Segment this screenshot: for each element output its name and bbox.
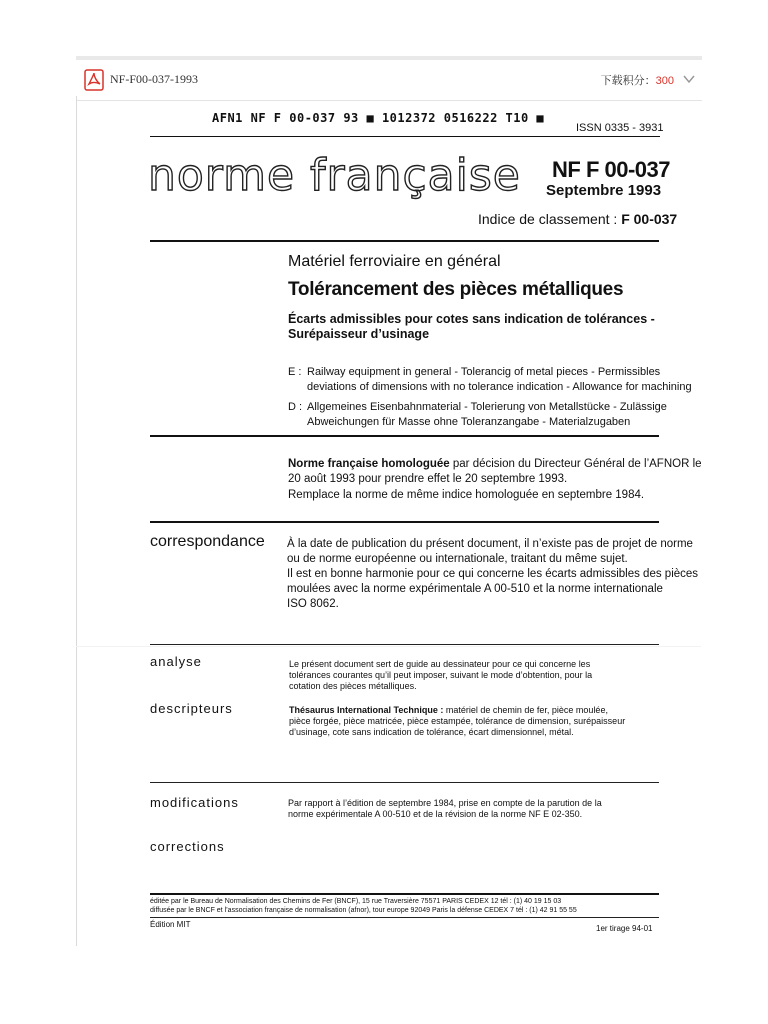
file-name[interactable]: NF-F00-037-1993 <box>110 72 199 86</box>
chevron-down-icon[interactable] <box>682 72 696 86</box>
section-rule-5 <box>150 782 659 783</box>
section-rule-1 <box>150 240 659 242</box>
lang-e-line-2: deviations of dimensions with no tolerance indication - Allowance for machining <box>307 381 692 393</box>
descripteurs-line-2: pièce forgée, pièce matricée, pièce estampée, tolérance de dimension, surépaisseur <box>289 716 626 726</box>
homologation-line-3: Remplace la norme de même indice homologuée en septembre 1984. <box>288 489 645 501</box>
edition: Édition MIT <box>150 920 191 929</box>
main-title: Tolérancement des pièces métalliques <box>288 279 624 300</box>
analyse-label: analyse <box>150 654 202 669</box>
lang-d-line-1: Allgemeines Eisenbahnmaterial - Tolerierung von Metallstücke - Zulässige <box>307 401 667 413</box>
brand-title: norme française <box>148 150 521 201</box>
footer-rule-2 <box>150 917 659 918</box>
analyse-line-2: tolérances courantes qu’il peut imposer, suivant le mode d’obtention, pour la <box>289 670 593 680</box>
pdf-icon <box>84 69 104 91</box>
section-rule-3 <box>150 521 659 523</box>
page-left-edge <box>76 96 77 946</box>
category: Matériel ferroviaire en général <box>288 253 501 270</box>
homologation-bold: Norme française homologuée <box>288 458 450 470</box>
lang-e-key: E : <box>288 366 302 378</box>
correspondance-line-3: Il est en bonne harmonie pour ce qui concerne les écarts admissibles des pièces <box>287 568 699 580</box>
homologation-rest: par décision du Directeur Général de l’AFNOR le <box>449 458 702 470</box>
correspondance-line-5: ISO 8062. <box>287 598 339 610</box>
page-split-line <box>76 646 701 647</box>
header-code: AFN1 NF F 00-037 93 ■ 1012372 0516222 T10 ■ <box>212 111 545 125</box>
homologation-line-1 <box>288 458 702 470</box>
descripteurs-rest: matériel de chemin de fer, pièce moulée, <box>443 705 608 715</box>
subtitle-line-2: Surépaisseur d’usinage <box>288 327 430 341</box>
tirage: 1er tirage 94-01 <box>596 924 653 933</box>
footer-line-2: diffusée par le BNCF et l’association française de normalisation (afnor), tour europe 92049 Paris la défense CEDEX 7 tél : (1) 42 91 55 55 <box>150 907 577 914</box>
analyse-line-1: Le présent document sert de guide au dessinateur pour ce qui concerne les <box>289 659 591 669</box>
section-rule-4 <box>150 644 659 645</box>
classification <box>478 211 677 227</box>
modifications-line-2: norme expérimentale A 00-510 et de la révision de la norme NF E 02-350. <box>288 809 583 819</box>
standard-number: NF F 00-037 <box>552 157 670 182</box>
corrections-label: corrections <box>150 839 225 854</box>
header-rule <box>150 136 660 137</box>
correspondance-label: correspondance <box>150 533 265 550</box>
lang-e-line-1: Railway equipment in general - Tolerancig of metal pieces - Permissibles <box>307 366 661 378</box>
points-label: 下载积分： <box>600 75 656 87</box>
correspondance-line-2: ou de norme européenne ou internationale, traitant du même sujet. <box>287 553 628 565</box>
footer-rule <box>150 893 659 895</box>
points-value: 300 <box>655 75 674 87</box>
subtitle-line-1: Écarts admissibles pour cotes sans indication de tolérances - <box>288 312 655 326</box>
correspondance-line-4: moulées avec la norme expérimentale A 00-510 et la norme internationale <box>287 583 663 595</box>
lang-d-line-2: Abweichungen für Masse ohne Toleranzangabe - Materialzugaben <box>307 416 631 428</box>
descripteurs-label: descripteurs <box>150 701 233 716</box>
descripteurs-line-3: d’usinage, cote sans indication de tolérance, écart dimensionnel, métal. <box>289 727 574 737</box>
download-points <box>601 72 674 88</box>
correspondance-line-1: À la date de publication du présent document, il n’existe pas de projet de norme <box>287 538 693 550</box>
footer-line-1: éditée par le Bureau de Normalisation des Chemins de Fer (BNCF), 15 rue Traversière 75571 PARIS CEDEX 12 tél : (1) 40 19 15 03 <box>150 898 562 905</box>
classification-value: F 00-037 <box>621 211 678 227</box>
classification-label: Indice de classement : <box>478 211 618 227</box>
viewer-toolbar <box>76 56 702 101</box>
modifications-label: modifications <box>150 795 239 810</box>
descripteurs-bold: Thésaurus International Technique : <box>289 705 444 715</box>
standard-date: Septembre 1993 <box>546 182 662 199</box>
descripteurs-line-1 <box>289 705 608 716</box>
lang-d-key: D : <box>288 401 303 413</box>
issn: ISSN 0335 - 3931 <box>576 122 664 134</box>
homologation-line-2: 20 août 1993 pour prendre effet le 20 septembre 1993. <box>288 473 568 485</box>
analyse-line-3: cotation des pièces métalliques. <box>289 681 417 691</box>
section-rule-2 <box>150 435 659 437</box>
modifications-line-1: Par rapport à l’édition de septembre 1984, prise en compte de la parution de la <box>288 798 602 808</box>
